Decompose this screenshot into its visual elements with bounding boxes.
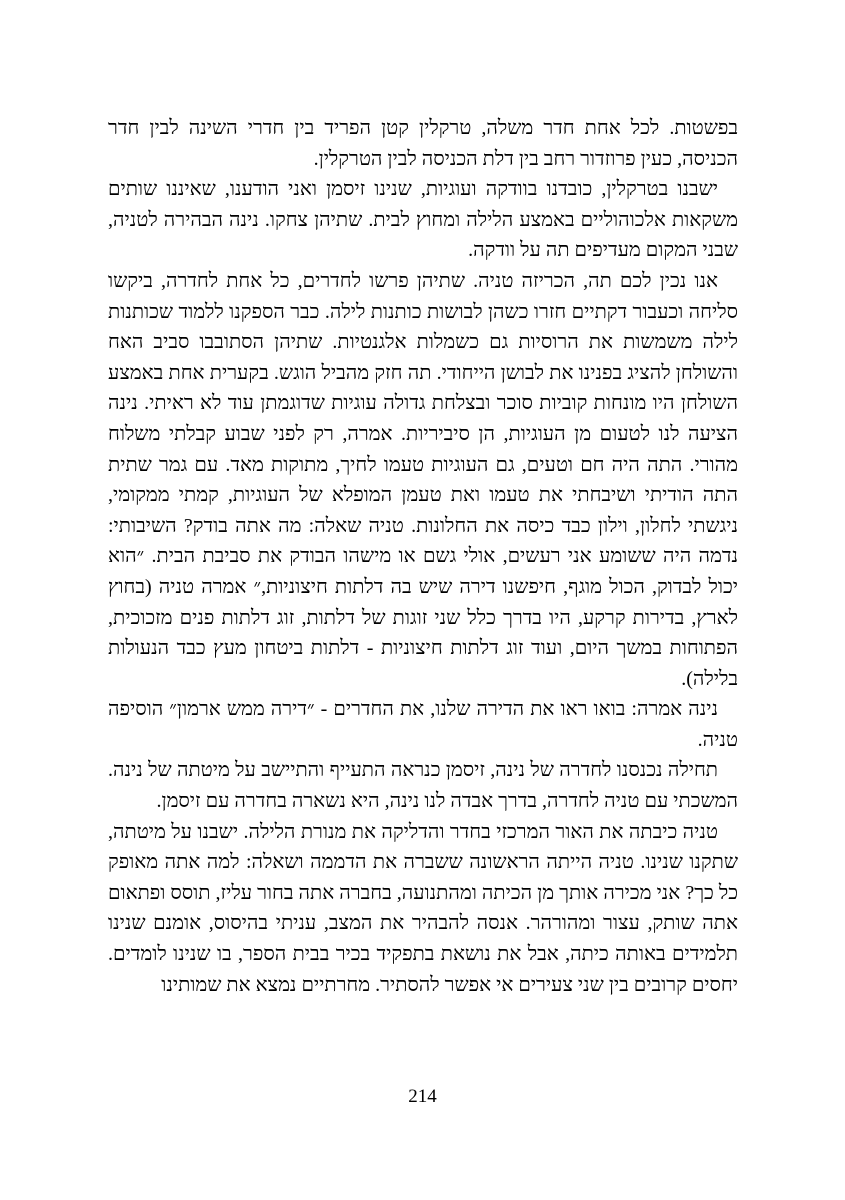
paragraph: בפשטות. לכל אחת חדר משלה, טרקלין קטן הפריד בין חדרי השינה לבין חדר הכניסה, כעין פרוזדור רחב בין דלת הכניסה לבין הטרקלין.: [108, 117, 738, 170]
paragraph: אנו נכין לכם תה, הכריזה טניה. שתיהן פרשו לחדרים, כל אחת לחדרה, ביקשו סליחה וכעבור דקתיים חזרו כשהן לבושות כותנות לילה. כבר הספקנו ללמוד שכותנות לילה משמשות את הרוסיות גם כשמלות אלגנטיות. שתיהן הסתובבו סביב האח והשולחן להציג בפנינו את לבושן הייחודי. תה חזק מהביל הוגש. בקערית אחת באמצע השולחן היו מונחות קוביות סוכר ובצלחת גדולה עוגיות שדוגמתן עוד לא ראיתי. נינה הציעה לנו לטעום מן העוגיות, הן סיביריות. אמרה, רק לפני שבוע קבלתי משלוח מהורי. התה היה חם וטעים, גם העוגיות טעמו לחיך, מתוקות מאד. עם גמר שתית התה הודיתי ושיבחתי את טעמו ואת טעמן המופלא של העוגיות, קמתי ממקומי, ניגשתי לחלון, וילון כבד כיסה את החלונות. טניה שאלה: מה אתה בודק? השיבותי: נדמה היה ששומע אני רעשים, אולי גשם או מישהו הבודק את סביבת הבית. ״הוא יכול לבדוק, הכול מוגף, חיפשנו דירה שיש בה דלתות חיצוניות,״ אמרה טניה (בחוץ לארץ, בדירות קרקע, היו בדרך כלל שני זוגות של דלתות, זוג דלתות פנים מזכוכית, הפתוחות במשך היום, ועוד זוג דלתות חיצוניות - דלתות ביטחון מעץ כבד הנעולות בלילה).: [108, 269, 738, 690]
paragraph: טניה כיבתה את האור המרכזי בחדר והדליקה את מנורת הלילה. ישבנו על מיטתה, שתקנו שנינו. טניה הייתה הראשונה ששברה את הדממה ושאלה: למה אתה מאופק כל כך? אני מכירה אותך מן הכיתה ומהתנועה, בחברה אתה בחור עליז, תוסס ופתאום אתה שותק, עצור ומהורהר. אנסה להבהיר את המצב, עניתי בהיסוס, אומנם שנינו תלמידים באותה כיתה, אבל את נושאת בתפקיד בכיר בבית הספר, בו שנינו לומדים. יחסים קרובים בין שני צעירים אי אפשר להסתיר. מחרתיים נמצא את שמותינו: [108, 820, 738, 996]
body-text: [108, 113, 738, 1000]
page-number: 214: [408, 1086, 437, 1107]
paragraph: ישבנו בטרקלין, כובדנו בוודקה ועוגיות, שנינו זיסמן ואני הודענו, שאיננו שותים משקאות אלכוהוליים באמצע הלילה ומחוץ לבית. שתיהן צחקו. נינה הבהירה לטניה, שבני המקום מעדיפים תה על וודקה.: [108, 178, 738, 262]
paragraph: נינה אמרה: בואו ראו את הדירה שלנו, את החדרים - ״דירה ממש ארמון״ הוסיפה טניה.: [108, 698, 738, 751]
paragraph: תחילה נכנסנו לחדרה של נינה, זיסמן כנראה התעייף והתיישב על מיטתה של נינה. המשכתי עם טניה לחדרה, בדרך אבדה לנו נינה, היא נשארה בחדרה עם זיסמן.: [108, 759, 738, 813]
